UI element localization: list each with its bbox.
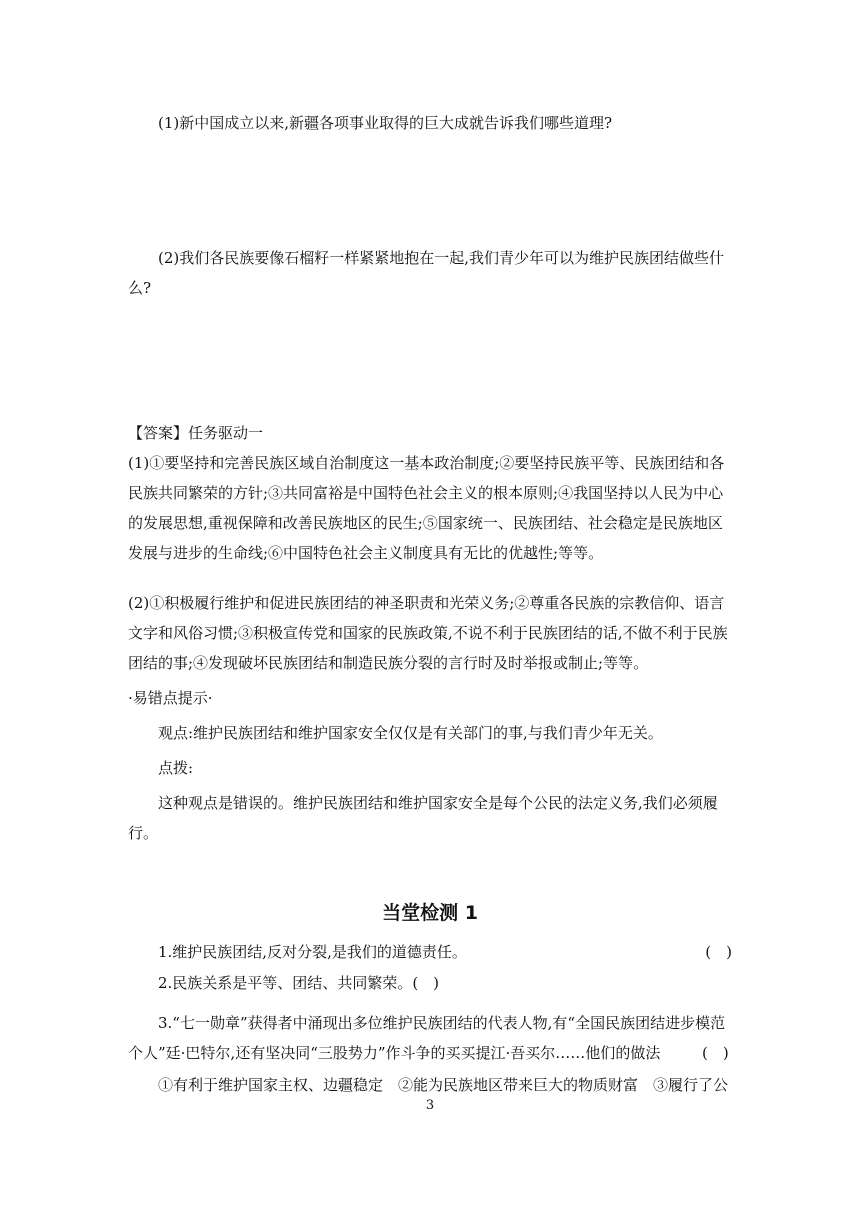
- test-item-3: 3.“七一勋章”获得者中涌现出多位维护民族团结的代表人物,有“全国民族团结进步模范个人”廷·巴特尔,还有坚决同“三股势力”作斗争的买买提江·吾买尔……他们的做法: [128, 1014, 726, 1062]
- test-item-1: [128, 937, 732, 967]
- question-2: (2)我们各民族要像石榴籽一样紧紧地抱在一起,我们青少年可以为维护民族团结做些什么?: [128, 249, 725, 297]
- hint-text: 这种观点是错误的。维护民族团结和维护国家安全是每个公民的法定义务,我们必须履行。: [128, 794, 718, 842]
- page-number: 3: [425, 1098, 435, 1113]
- section-title: 当堂检测 1: [382, 902, 478, 924]
- answer-paren: ( ): [702, 1044, 729, 1062]
- answer-1: (1)①要坚持和完善民族区域自治制度这一基本政治制度;②要坚持民族平等、民族团结和各民族共同繁荣的方针;③共同富裕是中国特色社会主义的根本原则;④我国坚持以人民为中心的发展思想,重视保障和改善民族地区的民生;⑤国家统一、民族团结、社会稳定是民族地区发展与进步的生命线;⑥中国特色社会主义制度具有无比的优越性;等等。: [128, 454, 725, 562]
- question-1: (1)新中国成立以来,新疆各项事业取得的巨大成就告诉我们哪些道理?: [158, 114, 613, 132]
- error-tip-view: 观点:维护民族团结和维护国家安全仅仅是有关部门的事,与我们青少年无关。: [158, 724, 663, 742]
- answer-2: (2)①积极履行维护和促进民族团结的神圣职责和光荣义务;②尊重各民族的宗教信仰、语言文字和风俗习惯;③积极宣传党和国家的民族政策,不说不利于民族团结的话,不做不利于民族团结的事;④发现破坏民族团结和制造民族分裂的言行时及时举报或制止;等等。: [128, 594, 728, 672]
- answer-heading: 【答案】任务驱动一: [128, 424, 264, 442]
- test-item-1-text: 1.维护民族团结,反对分裂,是我们的道德责任。: [158, 943, 467, 961]
- test-item-2: 2.民族关系是平等、团结、共同繁荣。( ): [158, 974, 440, 992]
- answer-paren: ( ): [705, 943, 732, 961]
- test-item-3-options: ①有利于维护国家主权、边疆稳定 ②能为民族地区带来巨大的物质财富 ③履行了公: [158, 1076, 729, 1094]
- error-tip-label: ·易错点提示·: [128, 689, 213, 707]
- hint-label: 点拨:: [158, 759, 194, 777]
